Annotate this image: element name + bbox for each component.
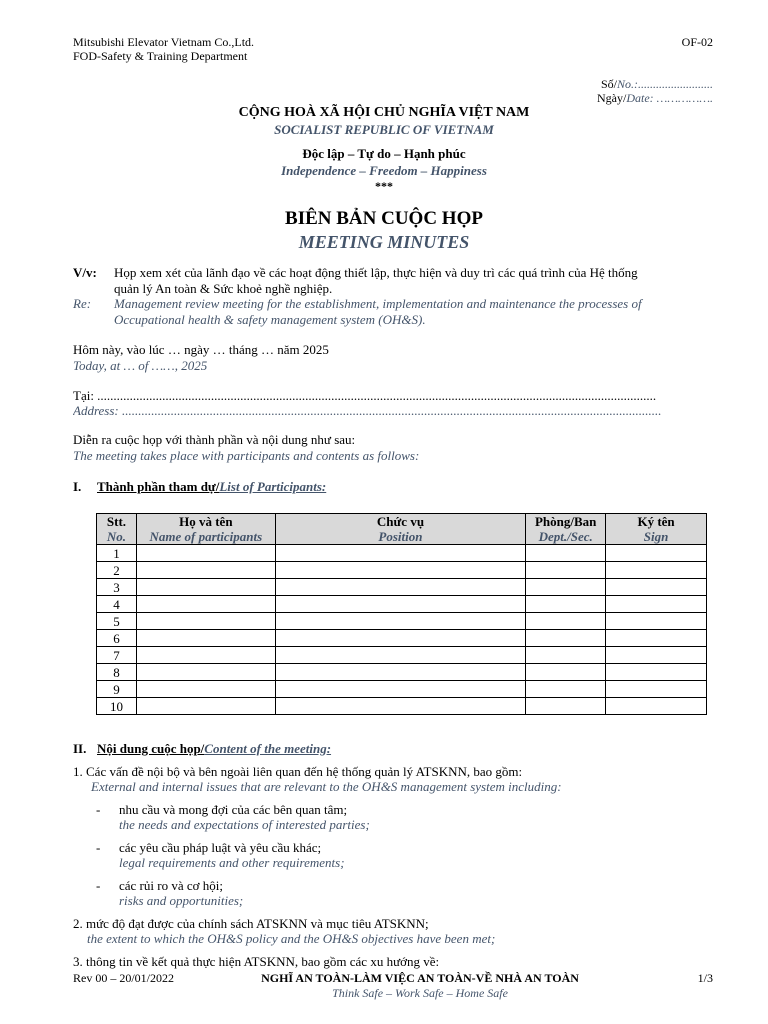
page-number: 1/3 bbox=[697, 971, 713, 985]
name-cell[interactable] bbox=[136, 681, 275, 698]
dept-cell[interactable] bbox=[526, 545, 606, 562]
name-cell[interactable] bbox=[136, 630, 275, 647]
table-row bbox=[97, 647, 707, 664]
subject-label-vi: V/v: bbox=[73, 265, 97, 280]
table-row bbox=[97, 562, 707, 579]
section1-number: I. bbox=[73, 479, 82, 494]
position-cell[interactable] bbox=[275, 681, 525, 698]
section2-title: Nội dung cuộc họp/Content of the meeting: bbox=[97, 741, 332, 756]
row-number: 6 bbox=[97, 630, 137, 647]
header-no: Stt. No. bbox=[97, 514, 137, 545]
bullet-mark: - bbox=[96, 840, 101, 855]
table-row bbox=[97, 596, 707, 613]
bullet-1-en: the needs and expectations of interested parties; bbox=[119, 817, 370, 832]
row-number: 3 bbox=[97, 579, 137, 596]
header-sign: Ký tên Sign bbox=[606, 514, 707, 545]
nation-name-vi: CỘNG HOÀ XÃ HỘI CHỦ NGHĨA VIỆT NAM bbox=[238, 105, 530, 120]
position-cell[interactable] bbox=[275, 647, 525, 664]
document-title-en: MEETING MINUTES bbox=[298, 232, 470, 252]
company-header bbox=[73, 35, 254, 63]
header-name: Họ và tên Name of participants bbox=[136, 514, 275, 545]
row-number: 10 bbox=[97, 698, 137, 715]
motto-vi: Độc lập – Tự do – Hạnh phúc bbox=[302, 146, 466, 161]
content-item-3-vi: 3. thông tin về kết quả thực hiện ATSKNN, bao gồm các xu hướng về: bbox=[73, 954, 440, 969]
position-cell[interactable] bbox=[275, 579, 525, 596]
row-number: 7 bbox=[97, 647, 137, 664]
dept-cell[interactable] bbox=[526, 698, 606, 715]
intro-vi: Diễn ra cuộc họp với thành phần và nội dung như sau: bbox=[73, 432, 356, 447]
meeting-datetime-vi: Hôm này, vào lúc … ngày … tháng … năm 2025 bbox=[73, 342, 329, 357]
name-cell[interactable] bbox=[136, 545, 275, 562]
sign-cell[interactable] bbox=[606, 596, 707, 613]
meeting-location-vi: Tại: ............................................................................................................................................................................ bbox=[73, 388, 657, 403]
name-cell[interactable] bbox=[136, 698, 275, 715]
dept-cell[interactable] bbox=[526, 647, 606, 664]
content-item-2-vi: 2. mức độ đạt được của chính sách ATSKNN và mục tiêu ATSKNN; bbox=[73, 916, 429, 931]
bullet-1-vi: nhu cầu và mong đợi của các bên quan tâm; bbox=[119, 802, 348, 817]
bullet-3-en: risks and opportunities; bbox=[119, 893, 244, 908]
dept-cell[interactable] bbox=[526, 596, 606, 613]
table-row bbox=[97, 630, 707, 647]
row-number: 4 bbox=[97, 596, 137, 613]
meeting-datetime-en: Today, at … of ……, 2025 bbox=[73, 358, 208, 373]
table-row bbox=[97, 664, 707, 681]
dept-cell[interactable] bbox=[526, 630, 606, 647]
sign-cell[interactable] bbox=[606, 647, 707, 664]
row-number: 9 bbox=[97, 681, 137, 698]
sign-cell[interactable] bbox=[606, 579, 707, 596]
sign-cell[interactable] bbox=[606, 630, 707, 647]
bullet-mark: - bbox=[96, 878, 101, 893]
meeting-location-en: Address: ...................................................................................................................................................................... bbox=[73, 403, 662, 418]
reference-number: Số/No.:......................... bbox=[600, 77, 713, 91]
subject-text-en: Management review meeting for the establishment, implementation and maintenance the processes of Occupational health & safety management system (OH&S). bbox=[114, 296, 642, 327]
subject-label-en: Re: bbox=[73, 296, 92, 311]
table-row bbox=[97, 681, 707, 698]
content-item-1-vi: 1. Các vấn đề nội bộ và bên ngoài liên quan đến hệ thống quản lý ATSKNN, bao gồm: bbox=[73, 764, 523, 779]
sign-cell[interactable] bbox=[606, 681, 707, 698]
name-cell[interactable] bbox=[136, 613, 275, 630]
row-number: 5 bbox=[97, 613, 137, 630]
name-cell[interactable] bbox=[136, 596, 275, 613]
document-title-vi: BIÊN BẢN CUỘC HỌP bbox=[285, 208, 483, 229]
reference-date: Ngày/Date: ……………. bbox=[597, 91, 713, 105]
footer-slogan-vi: NGHĨ AN TOÀN-LÀM VIỆC AN TOÀN-VỀ NHÀ AN TOÀN bbox=[261, 971, 579, 985]
revision-info: Rev 00 – 20/01/2022 bbox=[73, 971, 174, 985]
section1-title: Thành phần tham dự/List of Participants: bbox=[97, 479, 327, 494]
sign-cell[interactable] bbox=[606, 664, 707, 681]
name-cell[interactable] bbox=[136, 562, 275, 579]
sign-cell[interactable] bbox=[606, 698, 707, 715]
table-row bbox=[97, 613, 707, 630]
name-cell[interactable] bbox=[136, 664, 275, 681]
subject-text-vi: Họp xem xét của lãnh đạo về các hoạt động thiết lập, thực hiện và duy trì các quá trình của Hệ thống quản lý An toàn & Sức khoẻ nghề nghiệp. bbox=[114, 265, 638, 296]
row-number: 2 bbox=[97, 562, 137, 579]
table-row bbox=[97, 698, 707, 715]
bullet-mark: - bbox=[96, 802, 101, 817]
table-row bbox=[97, 545, 707, 562]
name-cell[interactable] bbox=[136, 579, 275, 596]
sign-cell[interactable] bbox=[606, 613, 707, 630]
dept-cell[interactable] bbox=[526, 562, 606, 579]
position-cell[interactable] bbox=[275, 545, 525, 562]
footer-slogan-en: Think Safe – Work Safe – Home Safe bbox=[332, 986, 508, 1000]
section2-number: II. bbox=[73, 741, 87, 756]
participants-table bbox=[96, 513, 707, 715]
position-cell[interactable] bbox=[275, 698, 525, 715]
content-item-2-en: the extent to which the OH&S policy and the OH&S objectives have been met; bbox=[87, 931, 496, 946]
company-name: Mitsubishi Elevator Vietnam Co.,Ltd. bbox=[73, 35, 255, 49]
dept-cell[interactable] bbox=[526, 664, 606, 681]
position-cell[interactable] bbox=[275, 613, 525, 630]
bullet-3-vi: các rủi ro và cơ hội; bbox=[119, 878, 223, 893]
department-name: FOD-Safety & Training Department bbox=[73, 49, 248, 63]
position-cell[interactable] bbox=[275, 664, 525, 681]
table-row bbox=[97, 579, 707, 596]
content-item-1-en: External and internal issues that are relevant to the OH&S management system including: bbox=[91, 779, 562, 794]
position-cell[interactable] bbox=[275, 562, 525, 579]
position-cell[interactable] bbox=[275, 630, 525, 647]
motto-en: Independence – Freedom – Happiness bbox=[281, 163, 487, 178]
dept-cell[interactable] bbox=[526, 681, 606, 698]
form-code: OF-02 bbox=[681, 35, 713, 49]
sign-cell[interactable] bbox=[606, 562, 707, 579]
bullet-2-vi: các yêu cầu pháp luật và yêu cầu khác; bbox=[119, 840, 322, 855]
bullet-2-en: legal requirements and other requirements; bbox=[119, 855, 345, 870]
position-cell[interactable] bbox=[275, 596, 525, 613]
header-dept: Phòng/Ban Dept./Sec. bbox=[526, 514, 606, 545]
name-cell[interactable] bbox=[136, 647, 275, 664]
dept-cell[interactable] bbox=[526, 579, 606, 596]
row-number: 8 bbox=[97, 664, 137, 681]
sign-cell[interactable] bbox=[606, 545, 707, 562]
dept-cell[interactable] bbox=[526, 613, 606, 630]
header-position: Chức vụ Position bbox=[275, 514, 525, 545]
intro-en: The meeting takes place with participants and contents as follows: bbox=[73, 448, 420, 463]
nation-name-en: SOCIALIST REPUBLIC OF VIETNAM bbox=[274, 122, 494, 137]
motto-stars: *** bbox=[375, 179, 393, 193]
table-header-row bbox=[97, 514, 707, 545]
row-number: 1 bbox=[97, 545, 137, 562]
